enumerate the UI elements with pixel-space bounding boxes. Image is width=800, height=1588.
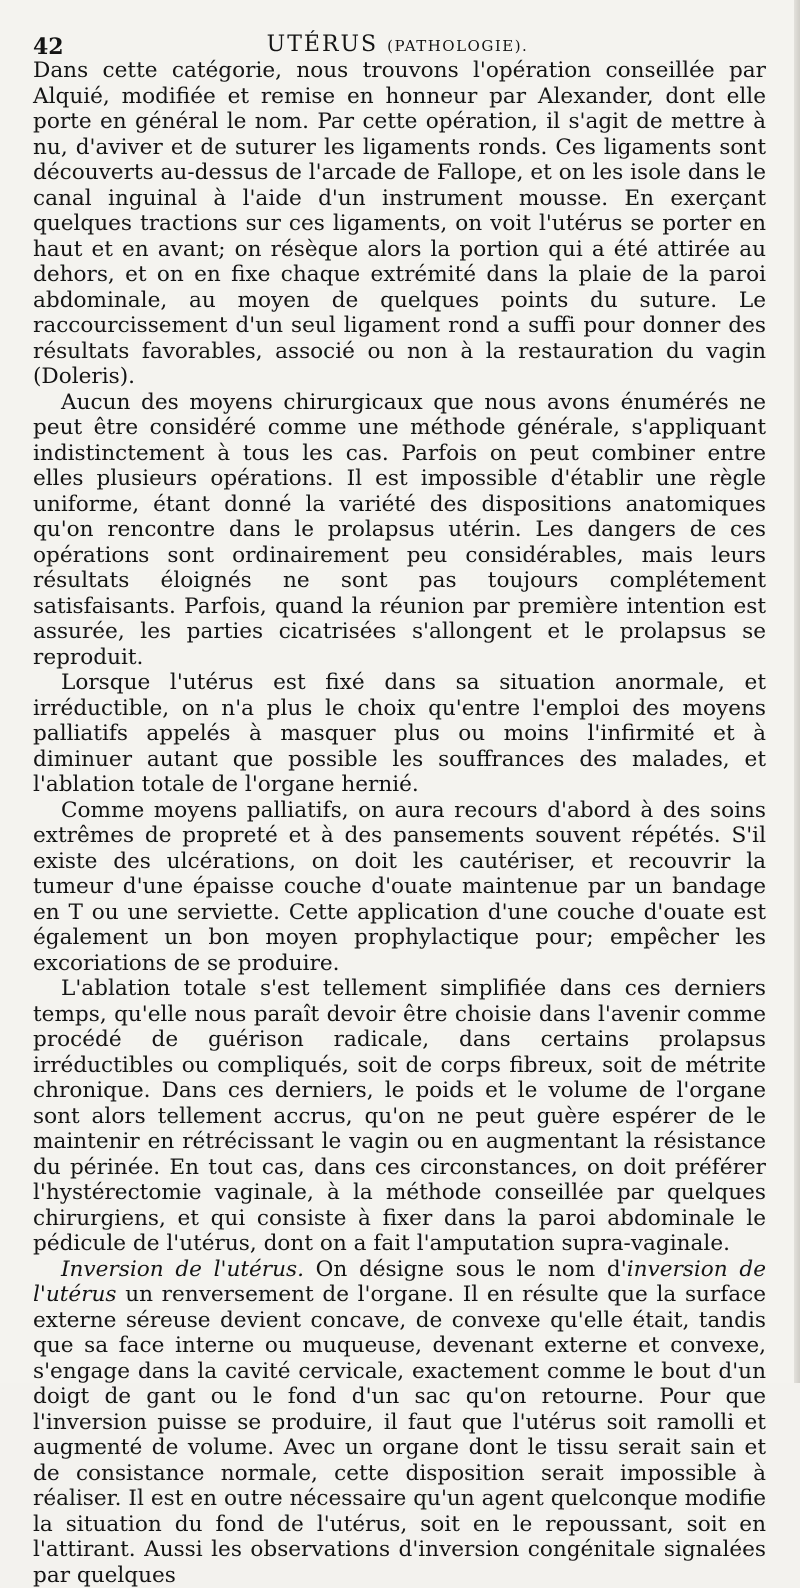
paragraph-2: Aucun des moyens chirurgicaux que nous avons énumérés ne peut être considéré comme une méthode générale, s'appliquant indistinctement à tous les cas. Parfois on peut combiner entre elles plusieurs opérations. Il est impossible d'établir une règle uniforme, étant donné la variété des dispositions anatomiques qu'on rencontre dans le prolapsus utérin. Les dangers de ces opérations sont ordinairement peu considérables, mais leurs résultats éloignés ne sont pas toujours complétement satisfaisants. Parfois, quand la réunion par première intention est assurée, les parties cicatrisées s'allongent et le prolapsus se reproduit. [33, 390, 766, 671]
paragraph-6 [33, 1257, 766, 1588]
paragraph-6-text-b: un renversement de l'organe. Il en résulte que la surface externe séreuse devient concave, de convexe qu'elle était, tandis que sa face interne ou muqueuse, devenant externe et convexe, s'engage dans la cavité cervicale, exactement comme le bout d'un doigt de gant ou le fond d'un sac qu'on retourne. Pour que l'inversion puisse se produire, il faut que l'utérus soit ramolli et augmenté de volume. Avec un organe dont le tissu serait sain et de consistance normale, cette disposition serait impossible à réaliser. Il est en outre nécessaire qu'un agent quelconque modifie la situation du fond de l'utérus, soit en le repoussant, soit en l'attirant. Aussi les observations d'inversion congénitale signalées par quelques [33, 1282, 766, 1588]
paragraph-3: Lorsque l'utérus est fixé dans sa situation anormale, et irréductible, on n'a plus le choix qu'entre l'emploi des moyens palliatifs appelés à masquer plus ou moins l'infirmité et à diminuer autant que possible les souffrances des malades, et l'ablation totale de l'organe hernié. [33, 670, 766, 798]
paragraph-6-text-a: On désigne sous le nom d' [304, 1257, 627, 1282]
paragraph-1: Dans cette catégorie, nous trouvons l'opération conseillée par Alquié, modifiée et remise en honneur par Alexander, dont elle porte en général le nom. Par cette opération, il s'agit de mettre à nu, d'aviver et de suturer les ligaments ronds. Ces ligaments sont découverts au-dessus de l'arcade de Fallope, et on les isole dans le canal inguinal à l'aide d'un instrument mousse. En exerçant quelques tractions sur ces ligaments, on voit l'utérus se porter en haut et en avant; on résèque alors la portion qui a été attirée au dehors, et on en fixe chaque extrémité dans la plaie de la paroi abdominale, au moyen de quelques points du suture. Le raccourcissement d'un seul ligament rond a suffi pour donner des résultats favorables, associé ou non à la restauration du vagin (Doleris). [33, 58, 766, 390]
running-title [33, 32, 762, 57]
running-title-main: UTÉRUS [267, 32, 378, 57]
term-inversion: inversion de l'utérus [33, 1257, 766, 1308]
running-title-sub: (PATHOLOGIE). [387, 37, 528, 55]
page-number: 42 [33, 34, 64, 60]
body-text [33, 58, 766, 1588]
section-heading-inversion: Inversion de l'utérus. [61, 1257, 304, 1282]
page-edge [794, 0, 800, 1383]
paragraph-5: L'ablation totale s'est tellement simplifiée dans ces derniers temps, qu'elle nous paraît devoir être choisie dans l'avenir comme procédé de guérison radicale, dans certains prolapsus irréductibles ou compliqués, soit de corps fibreux, soit de métrite chronique. Dans ces derniers, le poids et le volume de l'organe sont alors tellement accrus, qu'on ne peut guère espérer de le maintenir en rétrécissant le vagin ou en augmentant la résistance du périnée. En tout cas, dans ces circonstances, on doit préférer l'hystérectomie vaginale, à la méthode conseillée par quelques chirurgiens, et qui consiste à fixer dans la paroi abdominale le pédicule de l'utérus, dont on a fait l'amputation supra-vaginale. [33, 976, 766, 1257]
paragraph-4: Comme moyens palliatifs, on aura recours d'abord à des soins extrêmes de propreté et à des pansements souvent répétés. S'il existe des ulcérations, on doit les cautériser, et recouvrir la tumeur d'une épaisse couche d'ouate maintenue par un bandage en T ou une serviette. Cette application d'une couche d'ouate est également un bon moyen prophylactique pour; empêcher les excoriations de se produire. [33, 798, 766, 977]
